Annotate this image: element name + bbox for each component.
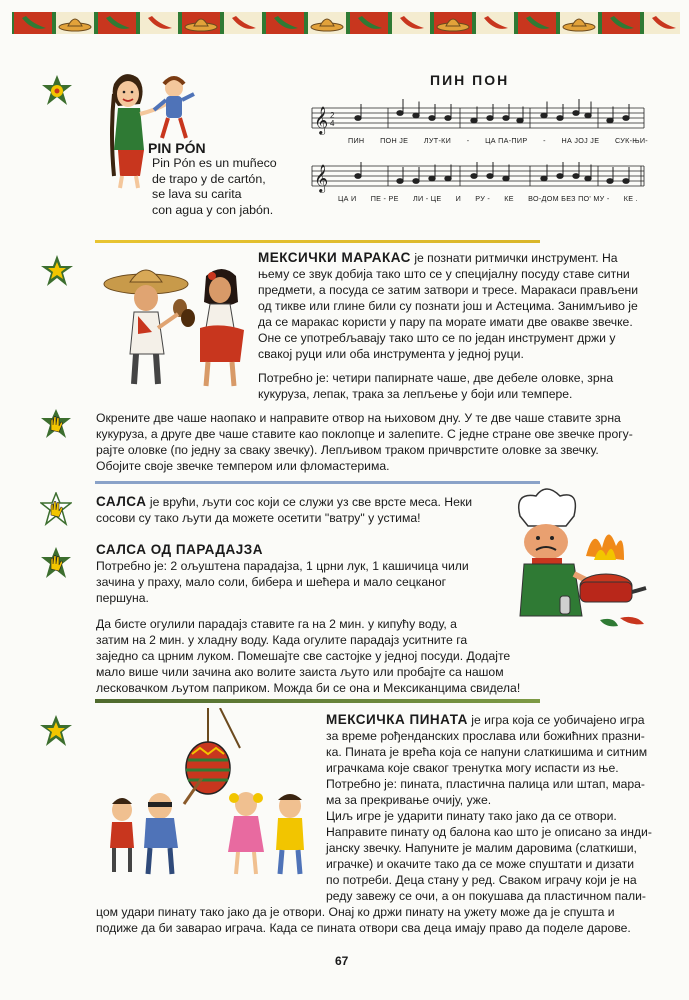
instruction-line: кукуруза, а друге две чаше ставите као поклопце и залепите. С једне стране ове звечке прогу- [96,427,633,441]
verse-line: se lava su carita [152,187,242,201]
maracas-line [258,250,658,266]
chili-pepper-icon [266,12,304,34]
music-note [487,174,493,179]
svg-text:𝄞: 𝄞 [314,106,329,134]
sombrero-icon [56,12,94,34]
lyric-syllable: ЛИ - ЦЕ [412,194,442,203]
lyric-syllable: ПОН ЈЕ [380,136,409,145]
pinata-line: Потребно је: пината, пластична палица или штап, мара- [326,777,645,791]
instruction-line: мало више чили зачина ако волите заиста љуто или пробајте са нашом [96,665,504,679]
mexican-kids-maracas-illustration [100,258,250,398]
music-note [573,111,579,116]
section-divider [95,240,540,243]
music-note [355,116,361,121]
music-note [573,174,579,179]
lyric-syllable: ПИН [348,136,365,145]
salsa-heading: САЛСА [96,494,147,509]
music-note [557,116,563,121]
music-note [413,179,419,184]
svg-text:2: 2 [330,111,335,120]
pinata-line: ма за прекривање очију, уже. [326,793,492,807]
music-note [429,116,435,121]
pinata-line: ка. Пината је врећа која се напуни слаткишима и ситним [326,745,648,759]
pinata-line: реду завежу се очи, а он покушава да пластичном пали- [326,889,646,903]
lyric-syllable: РУ - [475,194,491,203]
lyric-syllable: - [543,136,546,145]
lyric-syllable: ЛУТ-КИ [423,136,452,145]
song-title: ПИН ПОН [430,72,510,88]
music-note [503,176,509,181]
music-note [607,118,613,123]
instruction-line: затим на 2 мин. у хладну воду. Када огулите парадајз уситните га [96,633,468,647]
instruction-line: Обојите своје звечке темпером или фломастерима. [96,459,390,473]
verse-line: con agua y con jabón. [152,202,274,217]
music-note [585,113,591,118]
lyric-syllable: СУК-ЊИ- [614,136,648,145]
lyric-syllable: ЦА И [338,194,357,203]
maracas-heading: МЕКСИЧКИ МАРАКАС [258,250,411,265]
music-note [623,179,629,184]
music-note [585,176,591,181]
lyric-syllable: НА ЈОЈ ЈЕ [561,136,600,145]
sombrero-icon [560,12,598,34]
maracas-line: свакој руци или оба инструмента у једној руци. [258,347,524,361]
hand-icon [40,492,72,526]
lyric-syllable: КЕ [504,194,514,203]
pinata-line: за време рођенданских прослава или божићних празни- [326,729,645,743]
music-note [541,176,547,181]
pinata-line: Циљ игре је ударити пинату тако јако да се отвори. [326,809,617,823]
pinata-line [326,712,656,728]
pinata-line: Направите пинату од балона као што је описано за инди- [326,825,652,839]
music-note [503,116,509,121]
music-note [445,116,451,121]
music-note [429,176,435,181]
instruction-line: лесковачком љутом паприком. Можда би се она и Мексиканцима свидела! [96,681,521,695]
pinata-party-illustration [100,708,320,880]
hand-icon [40,408,72,440]
music-note [557,174,563,179]
page-number: 67 [335,954,349,968]
sombrero-icon [182,12,220,34]
pinata-line: играчкама које сваког тренутка могу испасти из ње. [326,761,619,775]
salsa-text: је врући, љути сос који се служи уз све врсте меса. Неки [149,495,473,509]
salsa-line: сосови су тако љути да можете осетити "ватру" у устима! [96,511,421,525]
instruction-line: рајте оловке (по једну за сваку звечку). Лепљивом траком причврстите оловке за звечку. [96,443,599,457]
pinata-line: по потреби. Деца стану у ред. Сваком играчу који је на [326,873,637,887]
star-badge-icon [40,254,74,288]
section-divider [95,481,540,484]
pinpon-verse [152,156,277,218]
chili-pepper-icon [224,12,262,34]
tomato-salsa-needs [96,558,496,606]
music-staff-2 [308,152,648,198]
music-note [607,179,613,184]
lyric-syllable: ВО-ДОМ БЕЗ ПО' МУ - [528,194,610,203]
lyric-syllable: КЕ . [623,194,638,203]
svg-text:4: 4 [330,119,335,128]
lyric-syllable: - [466,136,470,145]
flower-badge-icon [40,74,74,108]
maracas-text: је познати ритмички инструмент. На [414,251,618,265]
chili-pepper-icon [518,12,556,34]
sombrero-icon [308,12,346,34]
lyric-syllable: И [455,194,462,203]
verse-line: Pin Pón es un muñeco [152,156,277,170]
music-note [397,179,403,184]
pinata-line: јанску звечку. Напуните је малим даровима (слаткиши, [326,841,637,855]
maracas-line: њему се звук добија тако што се у специјалну посуду ставе ситни [258,267,630,281]
salsa-line [96,494,496,510]
chili-pepper-icon [140,12,178,34]
pinata-line: подиже да би заварао играча. Када се пината отвори сва деца имају право да поделе дарове. [96,921,631,935]
pinata-section-continued [96,904,666,936]
chef-cooking-illustration [490,486,650,638]
instruction-line: заједно са црним луком. Помешајте све састојке у једној посуди. Додајте [96,649,511,663]
music-note [471,118,477,123]
star-badge-icon [38,714,74,748]
pinpon-heading: PIN PÓN [148,140,206,156]
maracas-line: од тикве или глине били су познати још и Астецима. Занимљиво је [258,299,638,313]
maracas-line: Оне се употребљавају тако што се по један инструмент држи у [258,331,616,345]
maracas-section [258,250,658,402]
maracas-line: да се маракас користи у пару па морате имати две овакве звечке. [258,315,633,329]
lyric-syllable: ПЕ - РЕ [370,194,399,203]
pinata-text: је игра која се уобичајено игра [471,713,645,727]
decorative-top-border [12,8,680,38]
chili-pepper-icon [476,12,514,34]
music-note [445,176,451,181]
maracas-line: предмети, а посуда се затим затвори и тресе. Маракаси прављени [258,283,639,297]
maracas-needs-line: кукуруза, лепак, трака за лепљење у боји или темпере. [258,387,573,401]
pinata-line: цом удари пинату тако јако да је отвори. Онај ко држи пинату на ужету може да је спушта и [96,905,615,919]
chili-pepper-icon [98,12,136,34]
sombrero-icon [434,12,472,34]
chili-pepper-icon [644,12,680,34]
music-note [623,116,629,121]
music-note [471,174,477,179]
instruction-line: Да бисте огулили парадајз ставите га на 2 мин. у кипућу воду, а [96,617,457,631]
hand-icon [40,546,72,580]
maracas-instructions [96,410,656,474]
chili-pepper-icon [14,12,52,34]
music-note [397,111,403,116]
music-note [413,113,419,118]
tomato-salsa-instructions [96,616,536,696]
music-note [355,174,361,179]
salsa-section [96,494,496,526]
maracas-needs-line: Потребно је: четири папирнате чаше, две дебеле оловке, зрна [258,371,614,385]
needs-line: зачина у праху, мало соли, бибера и шећера и мало сецканог [96,575,447,589]
lyrics-line-2 [338,194,638,203]
music-note [541,113,547,118]
lyrics-line-1 [348,136,648,145]
chili-pepper-icon [392,12,430,34]
pinata-section [326,712,656,904]
pinata-line: играчке) и окачите тако да се може спуштати и дизати [326,857,635,871]
chili-pepper-icon [350,12,388,34]
tomato-salsa-heading: САЛСА ОД ПАРАДАЈЗА [96,542,264,557]
lyric-syllable: ЦА ПА-ПИР [485,136,528,145]
needs-line: Потребно је: 2 ољуштена парадајза, 1 црни лук, 1 кашичица чили [96,559,469,573]
section-divider [95,699,540,703]
instruction-line: Окрените две чаше наопако и направите отвор на њиховом дну. У те две чаше ставите зрна [96,411,621,425]
needs-line: першуна. [96,591,149,605]
verse-line: de trapo y de cartón, [152,171,266,186]
chili-pepper-icon [602,12,640,34]
pinata-heading: МЕКСИЧКА ПИНАТА [326,712,468,727]
music-note [487,116,493,121]
svg-text:𝄞: 𝄞 [314,164,329,192]
music-note [517,118,523,123]
